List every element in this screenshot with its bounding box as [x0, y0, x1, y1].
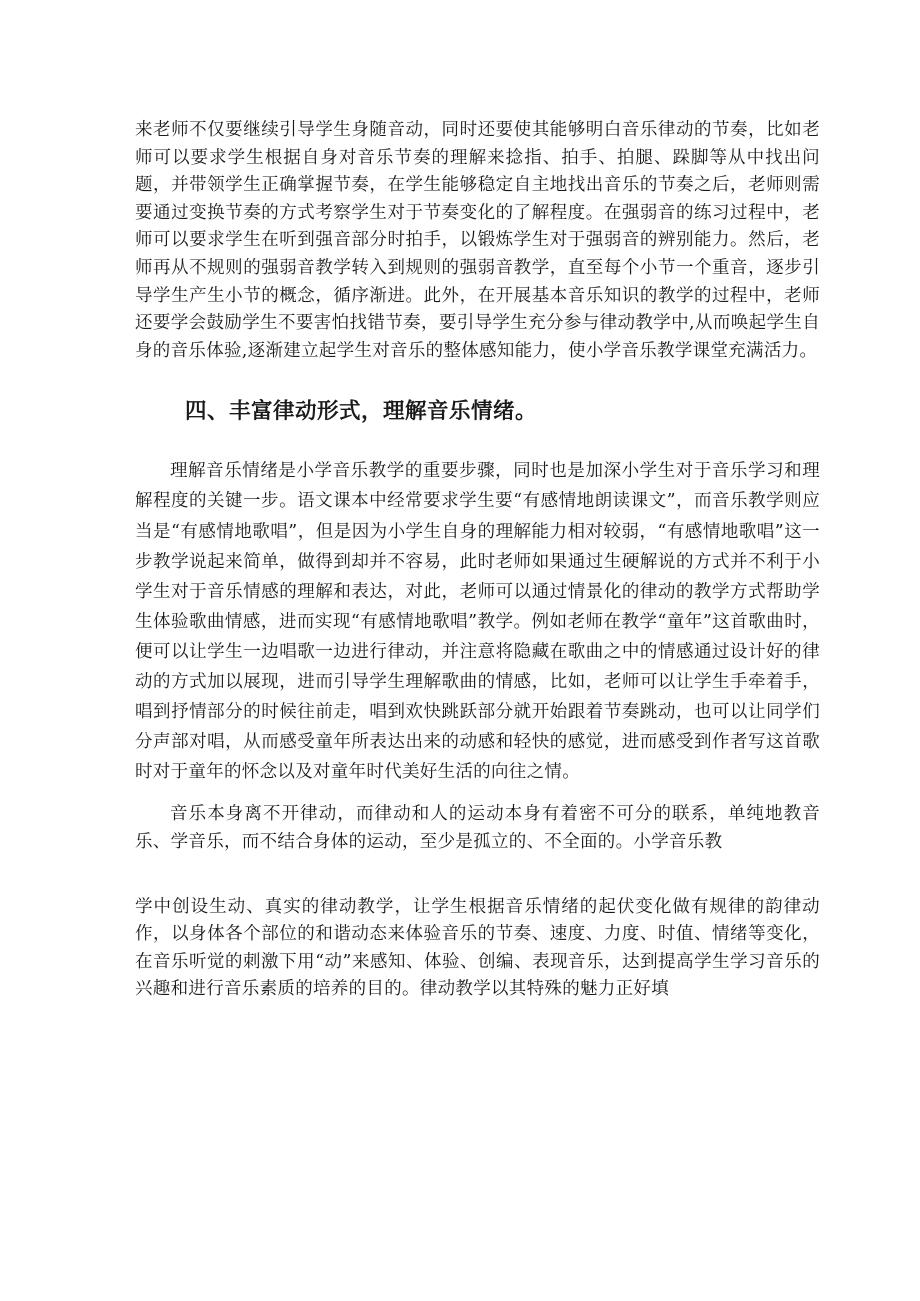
body-paragraph: 音乐本身离不开律动，而律动和人的运动本身有着密不可分的联系，单纯地教音乐、学音乐，而不结合身体的运动，至少是孤立的、不全面的。小学音乐教 [135, 804, 820, 852]
body-paragraph: 理解音乐情绪是小学音乐教学的重要步骤，同时也是加深小学生对于音乐学习和理解程度的关键一步。语文课本中经常要求学生要“有感情地朗读课文”，而音乐教学则应当是“有感情地歌唱”，但是因为小学生自身的理解能力相对较弱，“有感情地歌唱”这一步教学说起来简单，做得到却并不容易，此时老师如果通过生硬解说的方式并不利于小学生对于音乐情感的理解和表达，对此，老师可以通过情景化的律动的教学方式帮助学生体验歌曲情感，进而实现“有感情地歌唱”教学。例如老师在教学“童年”这首歌曲时，便可以让学生一边唱歌一边进行律动，并注意将隐藏在歌曲之中的情感通过设计好的律动的方式加以展现，进而引导学生理解歌曲的情感，比如，老师可以让学生手牵着手，唱到抒情部分的时候往前走，唱到欢快跳跃部分就开始跟着节奏跳动，也可以让同学们分声部对唱，从而感受童年所表达出来的动感和轻快的感觉，进而感受到作者写这首歌时对于童年的怀念以及对童年时代美好生活的向往之情。 [135, 461, 820, 783]
document-page [135, 117, 820, 1004]
body-paragraph: 学中创设生动、真实的律动教学，让学生根据音乐情绪的起伏变化做有规律的韵律动作，以身体各个部位的和谐动态来体验音乐的节奏、速度、力度、时值、情绪等变化，在音乐听觉的刺激下用“动”来感知、体验、创编、表现音乐，达到提高学生学习音乐的兴趣和进行音乐素质的培养的目的。律动教学以其特殊的魅力正好填 [135, 896, 820, 1000]
section-heading: 四、丰富律动形式，理解音乐情绪。 [185, 399, 538, 425]
body-paragraph: 来老师不仅要继续引导学生身随音动，同时还要使其能够明白音乐律动的节奏，比如老师可以要求学生根据自身对音乐节奏的理解来捻指、拍手、拍腿、跺脚等从中找出问题，并带领学生正确掌握节奏，在学生能够稳定自主地找出音乐的节奏之后，老师则需要通过变换节奏的方式考察学生对于节奏变化的了解程度。在强弱音的练习过程中，老师可以要求学生在听到强音部分时拍手，以锻炼学生对于强弱音的辨别能力。然后，老师再从不规则的强弱音教学转入到规则的强弱音教学，直至每个小节一个重音，逐步引导学生产生小节的概念，循序渐进。此外，在开展基本音乐知识的教学的过程中，老师还要学会鼓励学生不要害怕找错节奏，要引导学生充分参与律动教学中,从而唤起学生自身的音乐体验,逐渐建立起学生对音乐的整体感知能力，使小学音乐教学课堂充满活力。 [135, 120, 820, 361]
